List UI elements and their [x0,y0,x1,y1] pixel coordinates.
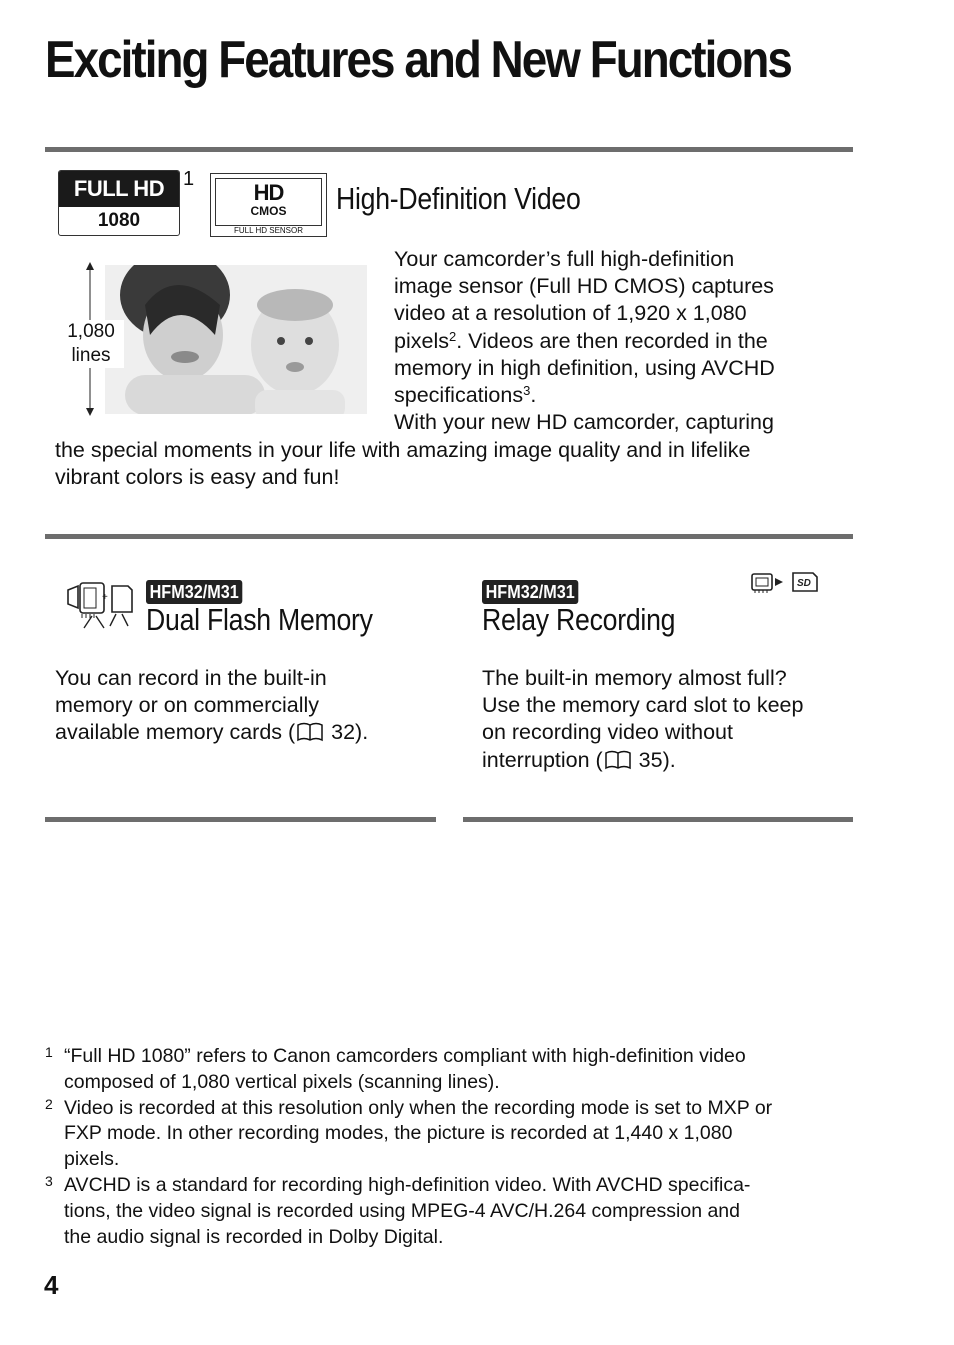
dual-desc-text: available memory cards ( [55,720,296,745]
dual-desc-line [55,719,425,746]
sd-card-icon [792,572,818,592]
footnote-2-number: 2 [45,1095,53,1112]
footnote-line: composed of 1,080 vertical pixels (scanning lines). [64,1070,500,1093]
hd-desc-line [394,328,844,355]
relay-desc-text: interruption ( [482,747,603,772]
dual-desc-line: You can record in the built-in [55,666,327,690]
footnote-line: tions, the video signal is recorded using MPEG-4 AVC/H.264 compression and [64,1199,740,1222]
page-title: Exciting Features and New Functions [45,31,791,89]
footnote-1-number: 1 [45,1044,53,1060]
footnote-ref-2: 2 [448,328,457,344]
relay-desc-line: Use the memory card slot to keep [482,693,804,718]
footnote-3-number: 3 [45,1172,53,1189]
dual-desc-line: memory or on commercially [55,693,320,718]
relay-recording-description [482,665,852,774]
hd-cmos-logo-caption: FULL HD SENSOR [233,226,304,235]
full-hd-footnote-ref: 1 [183,168,195,190]
book-icon [603,750,633,770]
book-icon [295,722,325,742]
footnote-2 [45,1096,865,1173]
relay-desc-text: 35). [632,747,676,772]
hd-desc-line: the special moments in your life with amazing image quality and in lifelike [55,438,751,462]
memory-to-card-icon [751,572,787,594]
full-hd-logo-bottom: 1080 [97,210,141,231]
relay-desc-line: The built-in memory almost full? [482,666,787,690]
footnote-line: “Full HD 1080” refers to Canon camcorders compliant with high-definition video [64,1045,746,1067]
dual-flash-heading: Dual Flash Memory [146,602,373,637]
hd-cmos-logo-frame [215,178,322,226]
hd-video-heading: High-Definition Video [336,181,581,216]
hd-desc-text: . [530,383,537,408]
hd-cmos-logo-hd: HD [253,180,284,205]
svg-text:SD: SD [797,578,811,589]
mother-and-baby-photo [105,265,367,414]
hd-desc-line [394,382,844,409]
page-number: 4 [44,1270,59,1300]
footnote-ref-3: 3 [523,383,531,399]
lines-label-number: 1,080 [67,321,115,342]
section-rule-bottom-right [463,817,853,822]
relay-desc-line [482,747,852,774]
section-rule-middle [45,534,853,539]
hd-desc-text: pixels [394,328,449,353]
footnote-3 [45,1173,865,1250]
hd-cmos-logo-cmos: CMOS [250,204,287,218]
hd-cmos-logo [210,173,327,237]
relay-recording-heading: Relay Recording [482,602,676,637]
hd-video-description-cont [55,437,855,491]
footnote-line: AVCHD is a standard for recording high-definition video. With AVCHD specifica- [64,1173,751,1196]
svg-text:+: + [102,592,108,603]
model-tag-dual: HFM32/M31 [146,580,242,604]
footnote-line: Video is recorded at this resolution only when the recording mode is set to MXP or [64,1096,773,1119]
full-hd-logo-top: FULL HD [59,171,179,207]
hd-desc-line: image sensor (Full HD CMOS) captures [394,274,774,299]
full-hd-1080-logo [58,170,180,236]
dual-desc-text: 32). [325,720,369,745]
footnote-1 [45,1044,865,1096]
footnote-line: the audio signal is recorded in Dolby Digital. [64,1225,444,1248]
lines-label-text: lines [71,345,111,366]
hd-desc-line: With your new HD camcorder, capturing [394,410,774,435]
hd-desc-line: video at a resolution of 1,920 x 1,080 [394,301,747,326]
hd-desc-text: specifications [394,383,524,408]
dual-memory-icon [64,578,134,630]
footnotes [45,1044,865,1250]
footnote-line: FXP mode. In other recording modes, the picture is recorded at 1,440 x 1,080 [64,1122,733,1145]
hd-video-description [394,246,844,436]
model-tag-relay: HFM32/M31 [482,580,578,604]
hd-desc-text: . Videos are then recorded in the [456,328,768,353]
section-rule-bottom-left [45,817,436,822]
hd-desc-line: vibrant colors is easy and fun! [55,465,340,490]
hd-desc-line: Your camcorder’s full high-definition [394,247,735,271]
footnote-line: pixels. [64,1148,120,1171]
section-rule-top [45,147,853,152]
lines-label [58,320,124,368]
dual-flash-description [55,665,425,747]
hd-desc-line: memory in high definition, using AVCHD [394,355,775,380]
relay-desc-line: on recording video without [482,720,733,745]
